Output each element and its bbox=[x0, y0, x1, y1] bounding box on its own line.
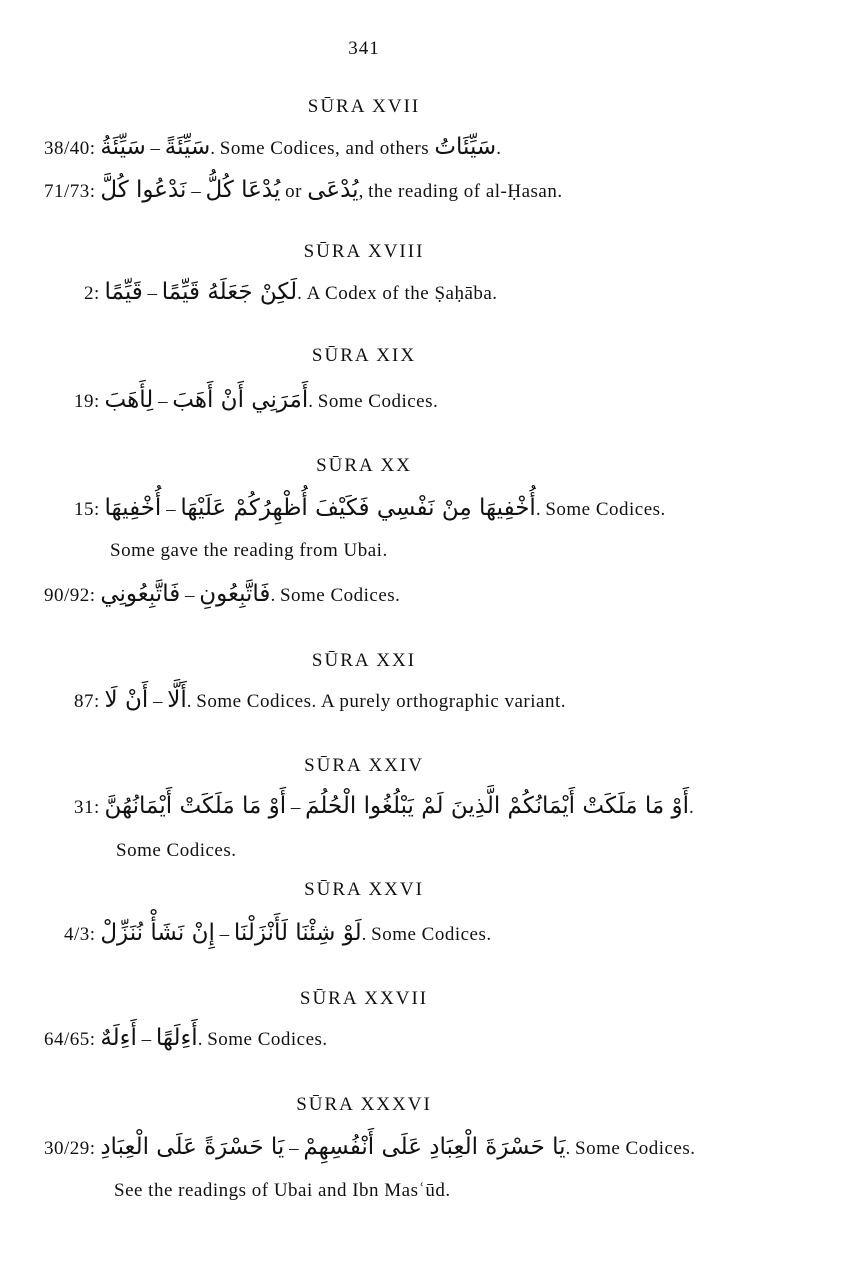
arabic-variant: أُخْفِيهَا bbox=[104, 495, 162, 521]
entry-note: . Some Codices. bbox=[308, 391, 439, 412]
entry-tail: . bbox=[496, 138, 501, 159]
arabic-variant: أَوْ مَا مَلَكَتْ أَيْمَانُهُنَّ bbox=[104, 793, 287, 819]
variant-entry bbox=[44, 177, 563, 205]
arabic-reading: سَيِّئَةً bbox=[164, 134, 211, 160]
dash-separator: – bbox=[161, 499, 181, 520]
arabic-reading: يُدْعَا كُلُّ bbox=[205, 177, 281, 203]
arabic-reading: أُخْفِيهَا مِنْ نَفْسِي فَكَيْفَ أُظْهِرُكُمْ عَلَيْهَا bbox=[180, 495, 536, 521]
dash-separator: – bbox=[180, 585, 200, 606]
verse-reference: 4/3: bbox=[64, 924, 96, 945]
arabic-reading: أَءِلَهًا bbox=[155, 1025, 198, 1051]
arabic-reading: يَا حَسْرَةَ الْعِبَادِ عَلَى أَنْفُسِهِمْ bbox=[303, 1134, 566, 1160]
entry-note: . Some Codices, and others bbox=[210, 138, 435, 159]
arabic-variant: يَا حَسْرَةً عَلَى الْعِبَادِ bbox=[100, 1134, 285, 1160]
dash-separator: – bbox=[153, 391, 173, 412]
verse-reference: 19: bbox=[74, 391, 100, 412]
entry-note: . Some Codices. A purely orthographic variant. bbox=[186, 691, 566, 712]
arabic-alternate: سَيِّئَاتُ bbox=[434, 134, 497, 160]
variant-entry bbox=[44, 1134, 696, 1162]
arabic-reading: لَوْ شِئْنَا لَأَنْزَلْنَا bbox=[233, 920, 362, 946]
entry-note: . Some Codices. bbox=[270, 585, 401, 606]
sura-heading: SŪRA XX bbox=[316, 455, 412, 476]
verse-reference: 38/40: bbox=[44, 138, 96, 159]
arabic-variant: سَيِّئَةُ bbox=[100, 134, 146, 160]
entry-continuation: Some gave the reading from Ubai. bbox=[110, 540, 388, 561]
dash-separator: – bbox=[186, 181, 206, 202]
variant-entry bbox=[44, 581, 400, 609]
sura-heading: SŪRA XIX bbox=[311, 345, 417, 366]
arabic-variant: أَءِلَهٌ bbox=[100, 1025, 137, 1051]
arabic-reading: أَمَرَنِي أَنْ أَهَبَ bbox=[172, 387, 309, 413]
arabic-reading: لَكِنْ جَعَلَهُ قَيِّمًا bbox=[161, 279, 298, 305]
dash-separator: – bbox=[148, 691, 168, 712]
verse-reference: 2: bbox=[84, 283, 100, 304]
dash-separator: – bbox=[142, 283, 162, 304]
variant-entry bbox=[74, 495, 666, 523]
entry-note: or bbox=[280, 181, 308, 202]
sura-heading: SŪRA XXXVI bbox=[296, 1094, 432, 1115]
verse-reference: 64/65: bbox=[44, 1029, 96, 1050]
verse-reference: 87: bbox=[74, 691, 100, 712]
entry-note: . Some Codices. bbox=[535, 499, 666, 520]
entry-tail: , the reading of al-Ḥasan. bbox=[358, 181, 563, 202]
sura-heading: SŪRA XXVII bbox=[299, 988, 429, 1009]
arabic-variant: أَنْ لَا bbox=[104, 687, 149, 713]
variant-entry bbox=[74, 387, 438, 415]
entry-note: . Some Codices. bbox=[197, 1029, 328, 1050]
entry-continuation: Some Codices. bbox=[116, 840, 237, 861]
dash-separator: – bbox=[286, 797, 306, 818]
arabic-variant: قَيِّمًا bbox=[104, 279, 143, 305]
arabic-variant: نَدْعُوا كُلَّ bbox=[100, 177, 187, 203]
sura-heading: SŪRA XVII bbox=[307, 96, 421, 117]
entry-continuation: See the readings of Ubai and Ibn Masʿūd. bbox=[114, 1180, 451, 1201]
verse-reference: 31: bbox=[74, 797, 100, 818]
variant-entry bbox=[74, 687, 566, 715]
entry-note: . Some Codices. bbox=[361, 924, 492, 945]
arabic-variant: فَاتَّبِعُونِي bbox=[100, 581, 181, 607]
verse-reference: 71/73: bbox=[44, 181, 96, 202]
sura-heading: SŪRA XVIII bbox=[303, 241, 425, 262]
variant-entry bbox=[64, 920, 492, 948]
entry-note: . bbox=[689, 797, 694, 818]
entry-note: . Some Codices. bbox=[565, 1138, 696, 1159]
arabic-alternate: يُدْعَى bbox=[307, 177, 359, 203]
arabic-variant: لِأَهَبَ bbox=[104, 387, 154, 413]
dash-separator: – bbox=[284, 1138, 304, 1159]
variant-entry bbox=[74, 793, 694, 821]
sura-heading: SŪRA XXI bbox=[311, 650, 417, 671]
sura-heading: SŪRA XXIV bbox=[304, 755, 424, 776]
sura-heading: SŪRA XXVI bbox=[304, 879, 424, 900]
arabic-variant: إِنْ نَشَأْ نُنَزِّلْ bbox=[100, 920, 215, 946]
arabic-reading: أَلَّا bbox=[167, 687, 187, 713]
arabic-reading: أَوْ مَا مَلَكَتْ أَيْمَانُكُمْ الَّذِينَ لَمْ يَبْلُغُوا الْحُلُمَ bbox=[305, 793, 690, 819]
page-number: 341 bbox=[348, 38, 380, 59]
dash-separator: – bbox=[136, 1029, 156, 1050]
dash-separator: – bbox=[145, 138, 165, 159]
dash-separator: – bbox=[214, 924, 234, 945]
variant-entry bbox=[84, 279, 498, 307]
verse-reference: 15: bbox=[74, 499, 100, 520]
entry-note: . A Codex of the Ṣaḥāba. bbox=[297, 283, 498, 304]
verse-reference: 90/92: bbox=[44, 585, 96, 606]
variant-entry bbox=[44, 134, 501, 162]
verse-reference: 30/29: bbox=[44, 1138, 96, 1159]
variant-entry bbox=[44, 1025, 328, 1053]
arabic-reading: فَاتَّبِعُونِ bbox=[199, 581, 271, 607]
